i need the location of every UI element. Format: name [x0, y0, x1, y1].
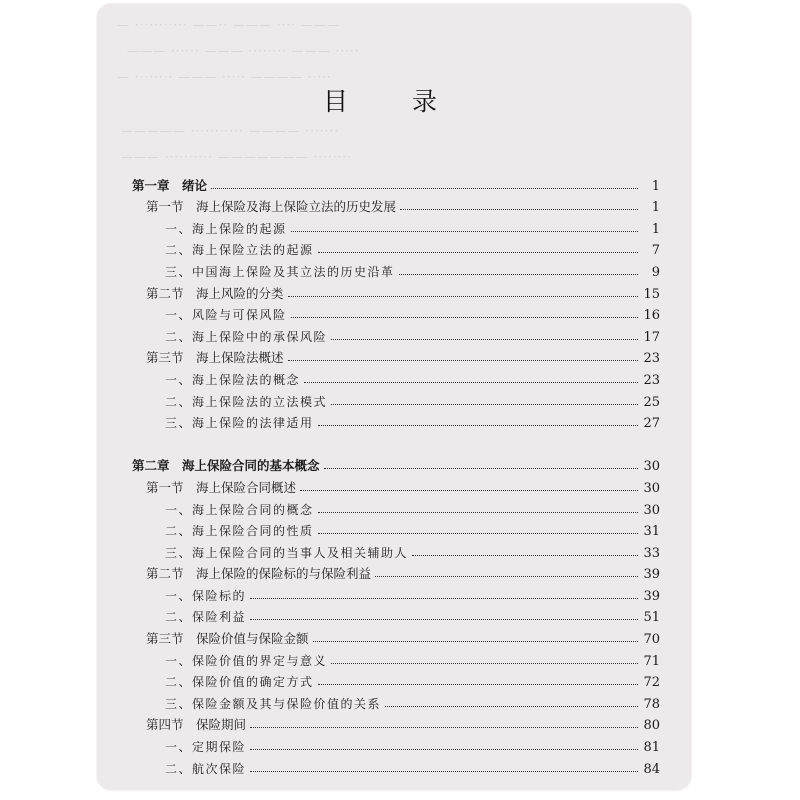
toc-entry-label: 一、风险与可保风险	[165, 308, 287, 323]
toc-page-number: 23	[643, 372, 660, 388]
dot-leader	[250, 771, 638, 772]
toc-chapter-row[interactable]	[132, 453, 660, 475]
toc-chapter-row[interactable]	[132, 172, 660, 194]
toc-page-number: 17	[643, 329, 660, 345]
dot-leader	[250, 749, 638, 750]
toc-entry-label: 二、海上保险合同的性质	[165, 524, 314, 539]
toc-page-number: 70	[643, 632, 660, 648]
toc-page-number: 23	[643, 351, 660, 367]
toc-entry-label: 一、海上保险合同的概念	[165, 502, 314, 517]
toc-entry-label: 三、保险金额及其与保险价值的关系	[165, 696, 382, 711]
toc-item-row[interactable]	[132, 647, 660, 669]
toc-section-row[interactable]	[132, 625, 660, 647]
toc-item-row[interactable]	[132, 215, 660, 237]
dot-leader	[412, 555, 638, 556]
toc-entry-label: 第一章 绪论	[132, 177, 208, 193]
toc-item-row[interactable]	[132, 323, 660, 345]
toc-item-row[interactable]	[132, 669, 660, 691]
toc-page-number: 15	[643, 286, 660, 302]
toc-entry-label: 一、定期保险	[165, 740, 247, 755]
toc-page-number: 30	[643, 502, 660, 518]
dot-leader	[291, 317, 638, 318]
toc-entry-label: 二、海上保险立法的起源	[165, 243, 314, 258]
toc-section-row[interactable]	[132, 561, 660, 583]
toc-page-number: 27	[643, 416, 660, 432]
page-title: 目 录	[323, 87, 465, 116]
toc-item-row[interactable]	[132, 258, 660, 280]
toc-page-number: 78	[643, 696, 660, 712]
dot-leader	[318, 684, 638, 685]
dot-leader	[318, 252, 638, 253]
dot-leader	[250, 727, 638, 728]
toc-item-row[interactable]	[132, 302, 660, 324]
dot-leader	[291, 231, 638, 232]
toc-page-number: 30	[643, 459, 660, 475]
toc-page-number: 1	[651, 200, 660, 216]
toc-page-number: 1	[651, 221, 660, 237]
show-through-text: — ········ ——— ····· ———— ·····	[117, 70, 332, 84]
toc-section-row[interactable]	[132, 280, 660, 302]
dot-leader	[211, 188, 638, 189]
dot-leader	[250, 619, 638, 620]
dot-leader	[331, 339, 638, 340]
toc-entry-label: 第三节 保险价值与保险金额	[146, 631, 309, 647]
dot-leader	[313, 641, 638, 642]
dot-leader	[399, 274, 638, 275]
show-through-text: ——— ·········· ——————— ········	[121, 150, 353, 164]
toc-page-number: 81	[643, 740, 660, 756]
toc-page-number: 39	[643, 567, 660, 583]
toc-item-row[interactable]	[132, 539, 660, 561]
toc-entry-label: 二、保险价值的确定方式	[165, 675, 314, 690]
toc-section-row[interactable]	[132, 712, 660, 734]
dot-leader	[385, 706, 638, 707]
toc-page-number: 1	[651, 178, 660, 194]
dot-leader	[331, 663, 638, 664]
toc-page-number: 25	[643, 394, 660, 410]
toc-entry-label: 二、航次保险	[165, 761, 247, 776]
toc-spacer	[132, 431, 660, 453]
dot-leader	[318, 533, 638, 534]
toc-entry-label: 第一节 海上保险及海上保险立法的历史发展	[146, 199, 397, 215]
toc-item-row[interactable]	[132, 755, 660, 777]
toc-page-number: 7	[651, 243, 660, 259]
dot-leader	[288, 360, 638, 361]
toc-page-number: 30	[643, 480, 660, 496]
toc-page-number: 51	[643, 610, 660, 626]
dot-leader	[331, 404, 638, 405]
dot-leader	[324, 468, 638, 469]
toc-item-row[interactable]	[132, 410, 660, 432]
show-through-text: ————— ··········· ———— ·······	[121, 124, 340, 138]
toc-page-number: 39	[643, 588, 660, 604]
dot-leader	[250, 598, 638, 599]
toc-item-row[interactable]	[132, 733, 660, 755]
dot-leader	[300, 490, 638, 491]
dot-leader	[400, 209, 638, 210]
toc-page-number: 84	[643, 761, 660, 777]
show-through-text: — ··········· ——·· ——— ···· ———	[117, 18, 340, 32]
toc-entry-label: 三、海上保险的法律适用	[165, 416, 314, 431]
dot-leader	[288, 296, 638, 297]
toc-item-row[interactable]	[132, 388, 660, 410]
toc-item-row[interactable]	[132, 604, 660, 626]
dot-leader	[318, 512, 638, 513]
toc-page-number: 71	[643, 653, 660, 669]
toc-item-row[interactable]	[132, 582, 660, 604]
toc-page-number: 31	[643, 524, 660, 540]
toc-entry-label: 二、海上保险法的立法模式	[165, 394, 328, 409]
dot-leader	[375, 576, 638, 577]
toc-entry-label: 第二节 海上风险的分类	[146, 285, 284, 301]
toc-entry-label: 一、保险价值的界定与意义	[165, 653, 328, 668]
toc-item-row[interactable]	[132, 237, 660, 259]
toc-entry-label: 第三节 海上保险法概述	[146, 350, 284, 366]
toc-item-row[interactable]	[132, 690, 660, 712]
toc-entry-label: 一、海上保险法的概念	[165, 372, 301, 387]
toc-section-row[interactable]	[132, 194, 660, 216]
toc-entry-label: 第二章 海上保险合同的基本概念	[132, 458, 320, 474]
toc-entry-label: 一、海上保险的起源	[165, 221, 287, 236]
toc-entry-label: 三、海上保险合同的当事人及相关辅助人	[165, 545, 409, 560]
toc-entry-label: 一、保险标的	[165, 588, 247, 603]
book-page	[97, 4, 691, 790]
toc-entry-label: 二、保险利益	[165, 610, 247, 625]
toc-page-number: 16	[643, 308, 660, 324]
toc-section-row[interactable]	[132, 474, 660, 496]
toc-item-row[interactable]	[132, 496, 660, 518]
toc-section-row[interactable]	[132, 345, 660, 367]
toc-entry-label: 第二节 海上保险的保险标的与保险利益	[146, 566, 372, 582]
toc-item-row[interactable]	[132, 518, 660, 540]
toc-page-number: 9	[651, 264, 660, 280]
toc-entry-label: 第一节 海上保险合同概述	[146, 479, 297, 495]
toc-entry-label: 三、中国海上保险及其立法的历史沿革	[165, 264, 395, 279]
toc-page-number: 33	[643, 545, 660, 561]
toc-page-number: 80	[643, 718, 660, 734]
toc-entry-label: 第四节 保险期间	[146, 717, 247, 733]
show-through-text: ——— ······ ——— ········ ——— ·····	[127, 44, 360, 58]
toc-item-row[interactable]	[132, 366, 660, 388]
dot-leader	[304, 382, 638, 383]
toc-page-number: 72	[643, 675, 660, 691]
table-of-contents	[132, 172, 660, 777]
dot-leader	[318, 425, 638, 426]
toc-entry-label: 二、海上保险中的承保风险	[165, 329, 328, 344]
